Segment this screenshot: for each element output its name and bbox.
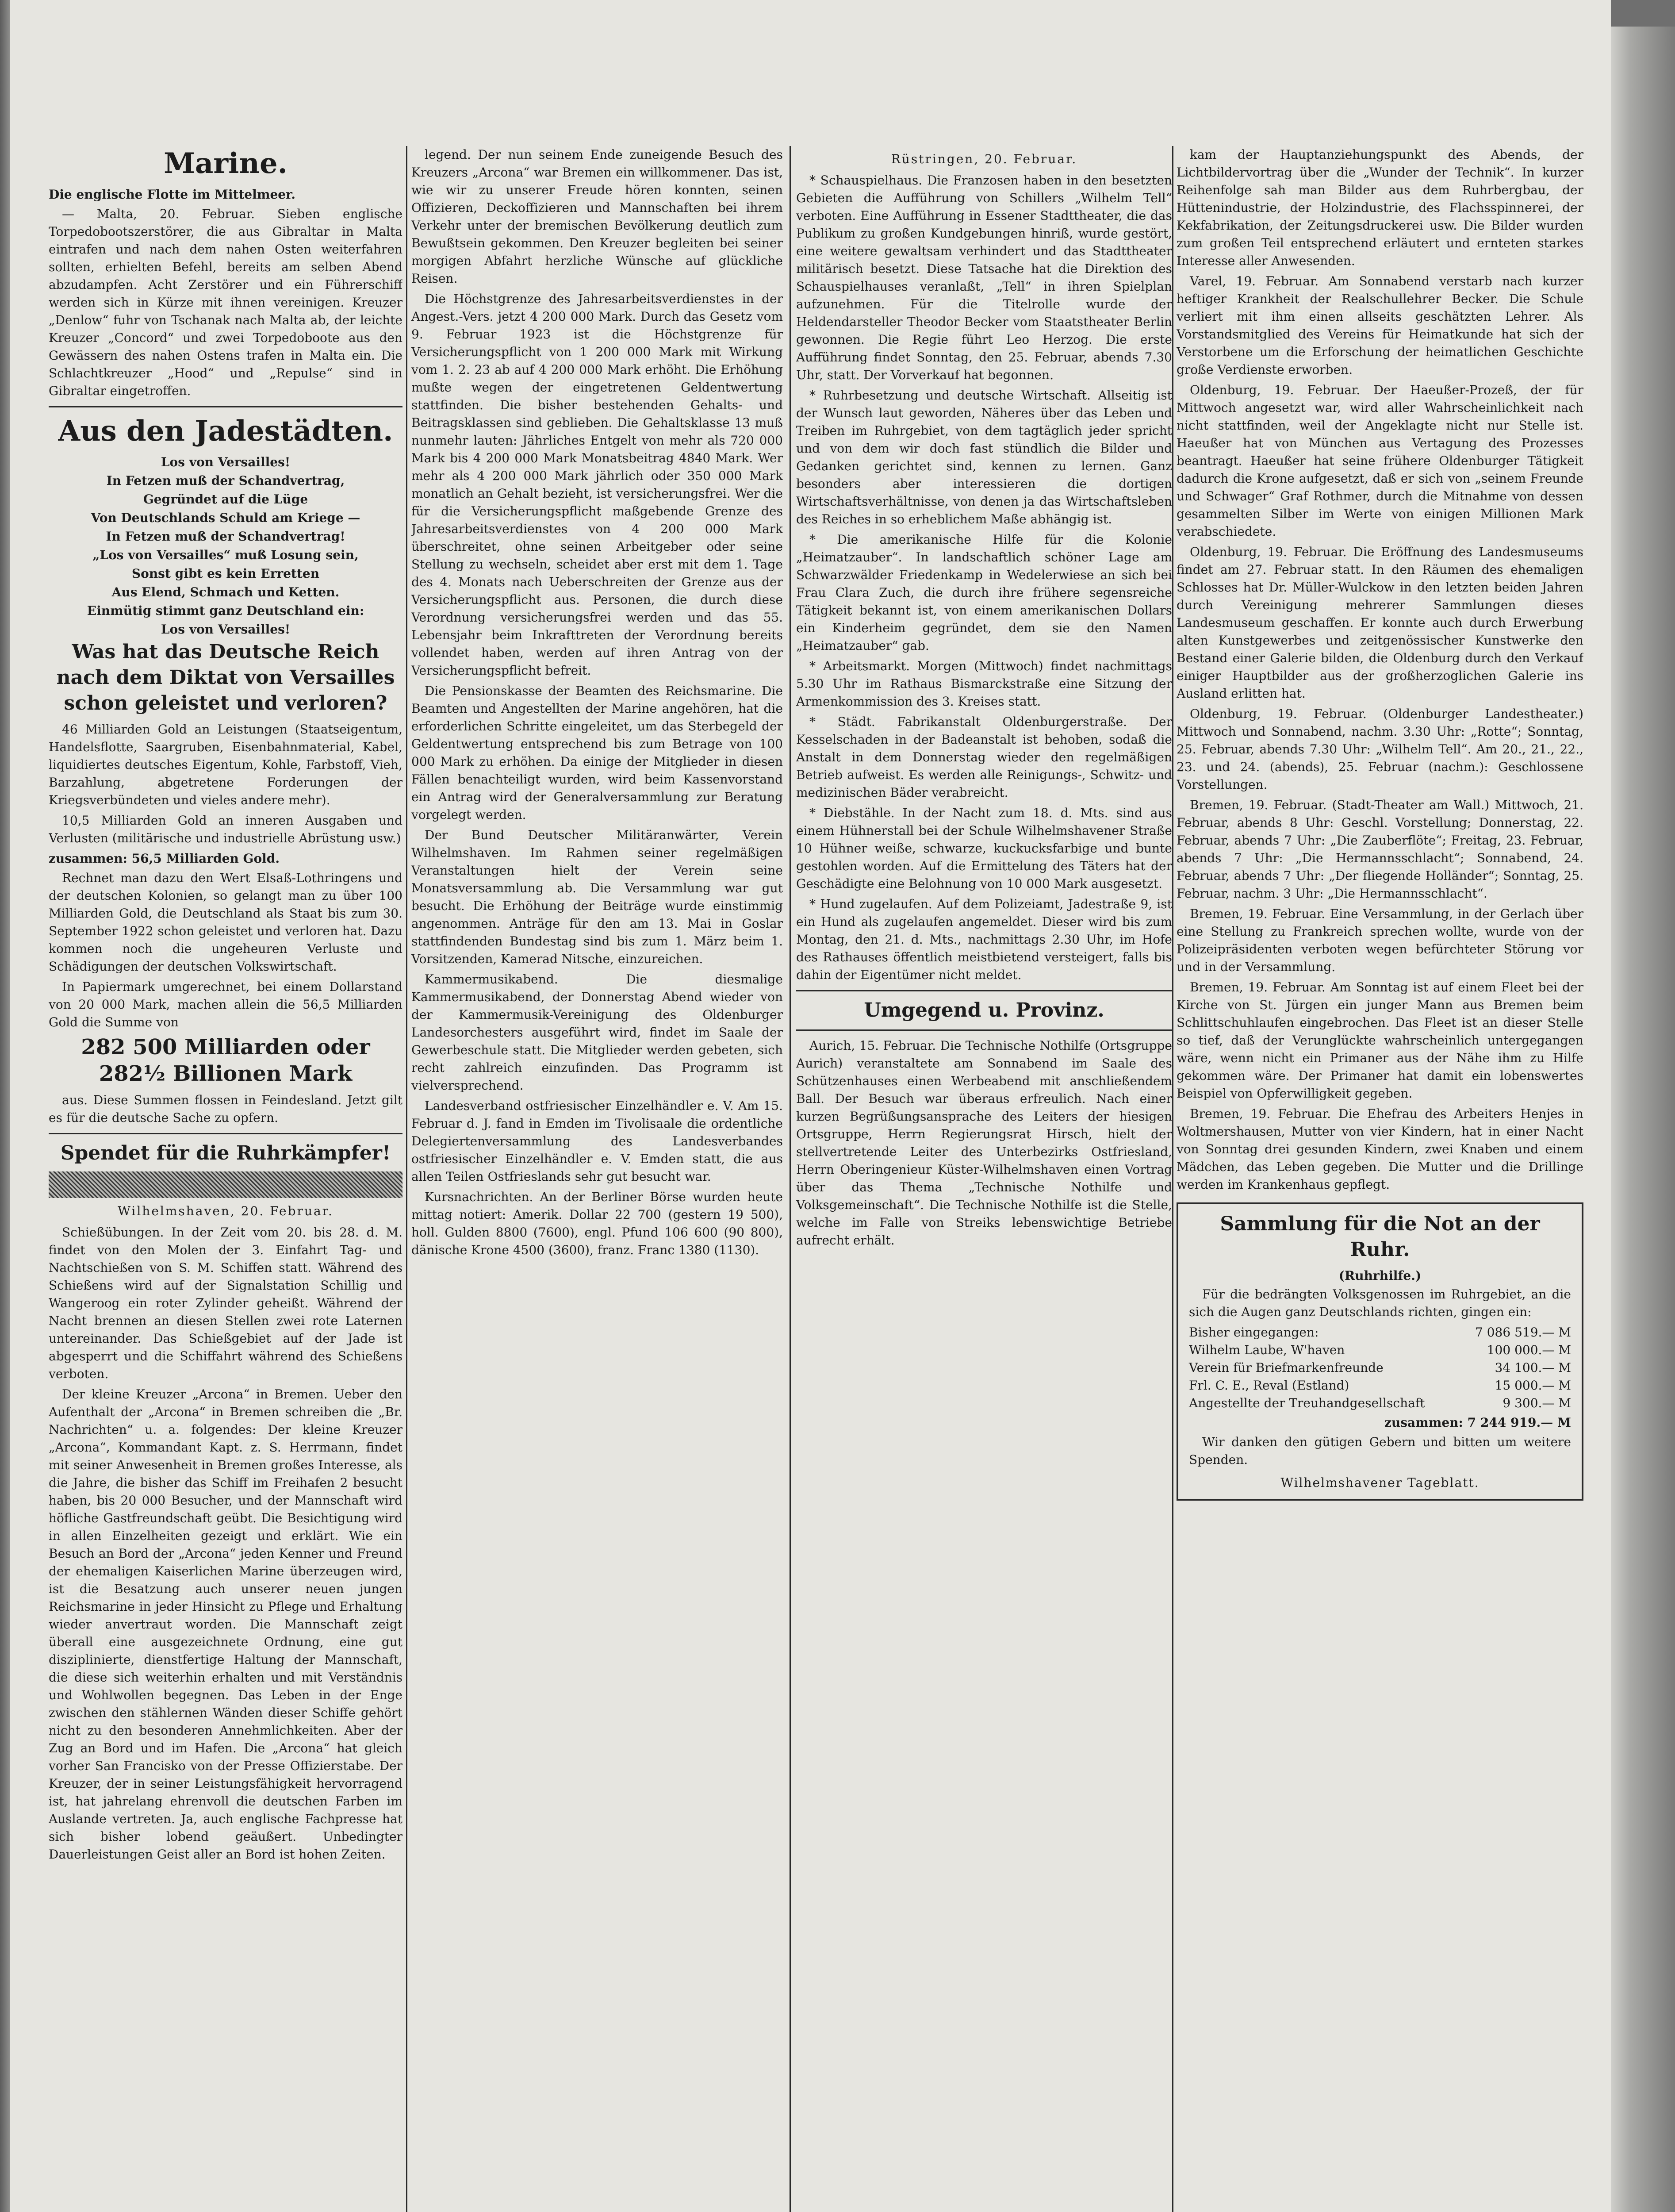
- section-band: [49, 1171, 402, 1198]
- donation-amount: 9 300.— M: [1503, 1396, 1571, 1410]
- local-article: * Ruhrbesetzung und deutsche Wirtschaft. Allseitig ist der Wunsch laut geworden, Näheres über das Leben und Treiben im Ruhrgebiet, von dem tagtäglich jeder spricht und von dem wir doch fast stündlich die Bilder und Gedanken gerichtet sind, kennen zu lernen. Ganz besonders aber interessieren die dortigen Wirtschaftsverhältnisse, von denen ja das Wirtschaftsleben des Reiches in so erheblichem Maße abhängig ist.: [796, 388, 1172, 526]
- divider: [796, 990, 1172, 991]
- theater-listing: Bremen, 19. Februar. (Stadt-Theater am Wall.) Mittwoch, 21. Februar, abends 8 Uhr: Geschl. Vorstellung; Donnerstag, 22. Februar, abends 7 Uhr: „Die Zauberflöte“; Freitag, 23. Februar, abends 7 Uhr: „Die Hermannsschlacht“; Sonnabend, 24. Februar, abends 7 Uhr: „Der fliegende Holländer“; Sonntag, 25. Februar, nachm. 3 Uhr: „Die Hermannsschlacht“.: [1177, 798, 1583, 901]
- regional-article: Oldenburg, 19. Februar. Der Haeußer-Prozeß, der für Mittwoch angesetzt war, wird aller Wahrscheinlichkeit nach nicht stattfinden, weil der Angeklagte nicht nur Stelle ist. Haeußer hat von München aus Vertagung des Prozesses beantragt. Haeußer hat seine frühere Oldenburger Tätigkeit dadurch die Krone aufgesetzt, daß er sich von „seinem Freunde und Schwager“ Graf Rothmer, durch die Mitnahme von dessen gesammelten Silber im Werte von einigen Millionen Mark verabschiedete.: [1177, 383, 1583, 539]
- donor-name: Bisher eingegangen:: [1189, 1325, 1319, 1340]
- regional-article: Aurich, 15. Februar. Die Technische Nothilfe (Ortsgruppe Aurich) veranstaltete am Sonnabend im Saale des Schützenhauses einen Werbeabend mit anschließendem Ball. Der Besuch war überaus erfreulich. Nach einer kurzen Begrüßungsansprache des Leiters der hiesigen Ortsgruppe, Herrn Regierungsrat Hirsch, hielt der stellvertretende Leiter des Unterbezirks Ostfriesland, Herrn Oberingenieur Küster-Wilhelmshaven einen Vortrag über das Thema „Technische Nothilfe und Volksgemeinschaft“. Die Technische Nothilfe ist die Stelle, welche im Falle von Streiks lebenswichtige Betriebe aufrecht erhält.: [796, 1038, 1172, 1248]
- donation-amount: 7 086 519.— M: [1475, 1325, 1571, 1340]
- column-1: [49, 146, 402, 2212]
- motto-line: In Fetzen muß der Schandvertrag!: [106, 529, 345, 544]
- collection-signature: Wilhelmshavener Tageblatt.: [1280, 1475, 1480, 1490]
- regional-article: Bremen, 19. Februar. Die Ehefrau des Arbeiters Henjes in Woltmershausen, Mutter von vier Kindern, hat in einer Nacht von Sonntag drei gesunden Kindern, zwei Knaben und einem Mädchen, das Leben gegeben. Die Mutter und die Drillinge werden im Krankenhaus gepflegt.: [1177, 1106, 1583, 1192]
- local-article: Schießübungen. In der Zeit vom 20. bis 28. d. M. findet von den Molen der 3. Einfahrt Tag- und Nachtschießen von S. M. Schiffen statt. Während des Schießens wird auf der Signalstation Schillig und Wangeroog ein roter Zylinder geheißt. Während der Nacht brennen an diesen Stellen zwei rote Laternen untereinander. Das Schießgebiet auf der Jade ist abgesperrt und die Schiffahrt während des Schießens verboten.: [49, 1225, 402, 1381]
- versailles-total: 282 500 Milliarden oder 282½ Billionen Mark: [81, 1035, 370, 1086]
- versailles-text: aus. Diese Summen flossen in Feindesland. Jetzt gilt es für die deutsche Sache zu opfern.: [49, 1093, 402, 1125]
- collection-row: [1189, 1394, 1571, 1412]
- divider: [796, 1029, 1172, 1031]
- motto-line: Los von Versailles!: [161, 622, 291, 637]
- local-article: * Schauspielhaus. Die Franzosen haben in den besetzten Gebieten die Aufführung von Schillers „Wilhelm Tell“ verboten. Eine Aufführung in Essener Stadttheater, die das Publikum zu großen Kundgebungen hinriß, wurde gestört, eine weitere gewaltsam verhindert und das Stadttheater militärisch besetzt. Diese Tatsache hat die Direktion des Schauspielhauses veranlaßt, „Tell“ in ihren Spielplan aufzunehmen. Für die Titelrolle wurde der Heldendarsteller Theodor Becker vom Staatstheater Berlin gewonnen. Die Regie führt Leo Herzog. Die erste Aufführung findet Sonntag, den 25. Februar, abends 7.30 Uhr, statt. Der Vorverkauf hat begonnen.: [796, 173, 1172, 382]
- jadestaedte-heading: Aus den Jadestädten.: [58, 415, 393, 448]
- local-article: * Städt. Fabrikanstalt Oldenburgerstraße. Der Kesselschaden in der Badeanstalt ist behoben, sodaß die Anstalt in dem Donnerstag wieder den regelmäßigen Betrieb aufweist. Es werden alle Reinigungs-, Schwitz- und medizinischen Bäder verabreicht.: [796, 714, 1172, 800]
- collection-thanks: Wir danken den gütigen Gebern und bitten um weitere Spenden.: [1189, 1435, 1571, 1467]
- regional-article: kam der Hauptanziehungspunkt des Abends, der Lichtbildervortrag über die „Wunder der Technik“. In kurzer Reihenfolge sah man Bilder aus dem Ruhrbergbau, der Hüttenindustrie, der Holzindustrie, des Flachsspinnerei, der Kekfabrikation, der Zeitungsdruckerei usw. Die Bilder wurden zum großen Teil entsprechend erläutert und ernteten starkes Interesse aller Anwesenden.: [1177, 147, 1583, 268]
- donation-amount: 15 000.— M: [1495, 1378, 1571, 1393]
- motto-line: Gegründet auf die Lüge: [143, 492, 308, 507]
- local-article: * Diebstähle. In der Nacht zum 18. d. Mts. sind aus einem Hühnerstall bei der Schule Wilhelmshavener Straße 10 Hühner weiße, schwarze, kuckucksfarbige und bunte gestohlen worden. Auf die Ermittelung des Täters hat der Geschädigte eine Belohnung von 10 000 Mark ausgesetzt.: [796, 806, 1172, 891]
- motto-line: Sonst gibt es kein Erretten: [131, 566, 320, 581]
- column-rule-2: [790, 146, 791, 2212]
- collection-box: [1177, 1202, 1583, 1501]
- regional-article: Bremen, 19. Februar. Am Sonntag ist auf einem Fleet bei der Kirche von St. Jürgen ein junger Mann aus Bremen beim Schlittschuhlaufen eingebrochen. Das Fleet ist an dieser Stelle so tief, daß der Verunglückte wahrscheinlich untergegangen wäre, wenn nicht ein Primaner aus der Nähe ihm zu Hilfe gekommen wäre. Der Primaner hat damit ein lobenswertes Beispiel von Opferwilligkeit gegeben.: [1177, 980, 1583, 1101]
- collection-row: [1189, 1359, 1571, 1377]
- motto-line: Von Deutschlands Schuld am Kriege —: [91, 511, 360, 525]
- versailles-text: In Papiermark umgerechnet, bei einem Dollarstand von 20 000 Mark, machen allein die 56,5 Milliarden Gold die Summe von: [49, 979, 402, 1029]
- motto-line: Einmütig stimmt ganz Deutschland ein:: [87, 603, 364, 618]
- spendet-heading: Spendet für die Ruhrkämpfer!: [60, 1142, 391, 1164]
- versailles-text: Rechnet man dazu den Wert Elsaß-Lothringens und der deutschen Kolonien, so gelangt man zu über 100 Milliarden Gold, die Deutschland als Staat bis zum 30. September 1922 schon geleistet und verloren hat. Dazu kommen noch die ungeheuren Verluste und Schädigungen der deutschen Volkswirtschaft.: [49, 871, 402, 974]
- local-article: Landesverband ostfriesischer Einzelhändler e. V. Am 15. Februar d. J. fand in Emden im Tivolisaale die ordentliche Delegiertenversammlung des Landesverbandes ostfriesischer Einzelhändler e. V. Emden statt, die aus allen Teilen Ostfrieslands sehr gut besucht war.: [411, 1098, 783, 1184]
- motto-line: In Fetzen muß der Schandvertrag,: [106, 473, 345, 488]
- motto-verse: [49, 453, 402, 638]
- collection-total: zusammen: 7 244 919.— M: [1384, 1415, 1571, 1430]
- motto-line: Aus Elend, Schmach und Ketten.: [111, 585, 340, 599]
- collection-subheading: (Ruhrhilfe.): [1338, 1268, 1422, 1283]
- marine-heading: Marine.: [164, 147, 287, 180]
- local-article: * Hund zugelaufen. Auf dem Polizeiamt, Jadestraße 9, ist ein Hund als zugelaufen angemeldet. Dieser wird bis zum Montag, den 21. d. Mts., nachmittags 2.30 Uhr, im Hofe des Rathauses öffentlich meistbietend versteigert, falls bis dahin der Eigentümer nicht meldet.: [796, 897, 1172, 982]
- local-article: * Die amerikanische Hilfe für die Kolonie „Heimatzauber“. In landschaftlich schöner Lage am Schwarzwälder Friedenkamp in Wedelerwiese an sich bei Frau Clara Zuch, die durch ihre frühere segensreiche Tätigkeit bekannt ist, von einem amerikanischen Dollars ein Kinderheim gegründet, dem sie den Namen „Heimatzauber“ gab.: [796, 532, 1172, 653]
- dateline: Rüstringen, 20. Februar.: [891, 152, 1077, 166]
- collection-intro: Für die bedrängten Volksgenossen im Ruhrgebiet, an die sich die Augen ganz Deutschlands richten, gingen ein:: [1189, 1287, 1571, 1319]
- column-rule-1: [406, 146, 407, 2212]
- marine-article: — Malta, 20. Februar. Sieben englische Torpedobootszerstörer, die aus Gibraltar in Malta eintrafen und nach dem nahen Osten weiterfahren sollten, erhielten Befehl, bereits am selben Abend abzudampfen. Acht Zerstörer und ein Führerschiff werden sich in Kürze mit ihnen vereinigen. Kreuzer „Denlow“ fuhr von Tschanak nach Malta ab, der leichte Kreuzer „Concord“ und zwei Torpedoboote aus den Gewässern des nahen Ostens trafen in Malta ein. Die Schlachtkreuzer „Hood“ und „Repulse“ sind in Gibraltar eingetroffen.: [49, 207, 402, 398]
- motto-line: Los von Versailles!: [161, 455, 291, 469]
- column-4: [1177, 146, 1583, 2212]
- book-gutter: [0, 0, 10, 2212]
- local-article: Der kleine Kreuzer „Arcona“ in Bremen. Ueber den Aufenthalt der „Arcona“ in Bremen schreiben die „Br. Nachrichten“ u. a. folgendes: Der kleine Kreuzer „Arcona“, Kommandant Kapt. z. S. Herrmann, findet mit seiner Anwesenheit in Bremen großes Interesse, als die Jahre, die bisher das Schiff im Freihafen 2 besucht haben, bis 20 000 Besucher, und der Mannschaft wird höfliche Gastfreundschaft geübt. Die Besichtigung wird in allen Einzelheiten gezeigt und erklärt. Wie ein Besuch an Bord der „Arcona“ jeden Kenner und Freund der ehemaligen Kaiserlichen Marine überzeugen wird, ist die Besatzung auch unserer neuen jungen Reichsmarine in jeder Hinsicht zu Pflege und Erhaltung wieder anvertraut worden. Die Mannschaft zeigt überall eine ausgezeichnete Ordnung, eine gut disziplinierte, dienstfertige Haltung der Mannschaft, die diese sich weiterhin erhalten und mit Verständnis und Wohlwollen begegnen. Das Leben in der Enge zwischen den stählernen Wänden dieser Schiffe gehört nicht zu den besonderen Annehmlichkeiten. Aber der Zug an Bord und im Hafen. Die „Arcona“ hat gleich vorher San Francisko von der Presse Offizierstabe. Der Kreuzer, der in seiner Leistungsfähigkeit hervorragend ist, hat jahrelang ehrenvoll die deutschen Farben im Auslande vertreten. Ja, auch englische Fachpresse hat sich bisher lobend geäußert. Unbedingter Dauerleistungen Geist aller an Bord ist hohen Zeiten.: [49, 1387, 402, 1862]
- divider: [49, 1133, 402, 1134]
- versailles-heading: Was hat das Deutsche Reich nach dem Diktat von Versailles schon geleistet und verloren?: [56, 641, 395, 714]
- umgegend-heading: Umgegend u. Provinz.: [864, 999, 1104, 1022]
- page-stack-edge: [1611, 27, 1675, 2212]
- versailles-item: 46 Milliarden Gold an Leistungen (Staatseigentum, Handelsflotte, Saargruben, Eisenbahnmaterial, Kabel, liquidiertes deutsches Eigentum, Kohle, Farbstoff, Vieh, Barzahlung, abgetretene Forderungen der Kriegsverbündeten und vieles andere mehr).: [49, 722, 402, 807]
- collection-row: [1189, 1324, 1571, 1341]
- divider: [49, 406, 402, 407]
- versailles-item: 10,5 Milliarden Gold an inneren Ausgaben und Verlusten (militärische und industrielle Abrüstung usw.): [49, 813, 402, 845]
- versailles-sum: zusammen: 56,5 Milliarden Gold.: [49, 851, 280, 866]
- regional-article: Oldenburg, 19. Februar. Die Eröffnung des Landesmuseums findet am 27. Februar statt. In den Räumen des ehemaligen Schlosses hat Dr. Müller-Wulckow in den letzten beiden Jahren durch Vereinigung mehrerer Sammlungen dieses Landesmuseum geschaffen. Er konnte auch durch Erwerbung alten Kunstgewerbes und zeitgenössischer Kunstwerke den Bestand einer Galerie bilden, die Oldenburg durch den Verkauf einiger Hauptbilder aus der großherzoglichen Galerie ins Ausland erlitten hat.: [1177, 545, 1583, 701]
- donor-name: Wilhelm Laube, W'haven: [1189, 1343, 1345, 1357]
- local-article: Die Höchstgrenze des Jahresarbeitsverdienstes in der Angest.-Vers. jetzt 4 200 000 Mark. Durch das Gesetz vom 9. Februar 1923 ist die Höchstgrenze für Versicherungspflicht von 1 200 000 Mark mit Wirkung vom 1. 2. 23 ab auf 4 200 000 Mark erhöht. Die Erhöhung mußte wegen der eingetretenen Geldentwertung stattfinden. Die bisher bestehenden Gehalts- und Beitragsklassen sind geblieben. Die Gehaltsklasse 13 muß nunmehr lauten: Jährliches Entgelt von mehr als 720 000 Mark bis 4 200 000 Mark Monatsbeitrag 4840 Mark. Wer mehr als 4 200 000 Mark jährlich oder 350 000 Mark monatlich an Gehalt bezieht, ist versicherungsfrei. Wer die für die Versicherungspflicht maßgebende Grenze des Jahresarbeitsverdienstes von 4 200 000 Mark überschreitet, ohne seinen Arbeitgeber oder seine Stellung zu wechseln, scheidet aber erst mit dem 1. Tage des 4. Monats nach Ueberschreiten der Grenze aus der Versicherungspflicht aus. Personen, die durch diese Verordnung versicherungsfrei werden und das 55. Lebensjahr beim Inkrafttreten der Verordnung bereits vollendet haben, werden auf ihren Antrag von der Versicherungspflicht befreit.: [411, 292, 783, 678]
- local-article: legend. Der nun seinem Ende zuneigende Besuch des Kreuzers „Arcona“ war Bremen ein willkommener. Das ist, wie wir zu unserer Freude hören konnten, seinen Offizieren, Deckoffizieren und Mannschaften bei ihrem Verkehr unter der bremischen Bevölkerung deutlich zum Bewußtsein gekommen. Den Kreuzer begleiten bei seiner morgigen Abfahrt herzliche Wünsche auf glückliche Reisen.: [411, 147, 783, 286]
- marine-subheading: Die englische Flotte im Mittelmeer.: [49, 187, 296, 202]
- donation-amount: 34 100.— M: [1495, 1360, 1571, 1375]
- donor-name: Frl. C. E., Reval (Estland): [1189, 1378, 1349, 1393]
- local-article: Die Pensionskasse der Beamten des Reichsmarine. Die Beamten und Angestellten der Marine angehören, hat die erforderlichen Schritte eingeleitet, um das Sterbegeld der Geldentwertung entsprechend bis zum Betrage von 100 000 Mark zu erhöhen. Da einige der Mitglieder in diesen Fällen benachteiligt wurden, wird beim Kassenvorstand ein Antrag wird der Generalversammlung zur Beratung vorgelegt werden.: [411, 684, 783, 822]
- collection-heading: Sammlung für die Not an der Ruhr.: [1220, 1213, 1540, 1261]
- theater-listing: Oldenburg, 19. Februar. (Oldenburger Landestheater.) Mittwoch und Sonnabend, nachm. 3.30 Uhr: „Rotte“; Sonntag, 25. Februar, abends 7.30 Uhr: „Wilhelm Tell“. Am 20., 21., 22., 23. und 24. (abends), 25. Februar (nachm.): Geschlossene Vorstellungen.: [1177, 707, 1583, 792]
- dateline: Wilhelmshaven, 20. Februar.: [118, 1204, 333, 1218]
- column-rule-3: [1172, 146, 1173, 2212]
- donation-amount: 100 000.— M: [1487, 1343, 1571, 1357]
- column-3: [796, 146, 1172, 2212]
- local-article: * Arbeitsmarkt. Morgen (Mittwoch) findet nachmittags 5.30 Uhr im Rathaus Bismarckstraße eine Sitzung der Armenkommission des 3. Kreises statt.: [796, 659, 1172, 709]
- stock-report: Kursnachrichten. An der Berliner Börse wurden heute mittag notiert: Amerik. Dollar 22 700 (gestern 19 500), holl. Gulden 8800 (7600), engl. Pfund 106 600 (90 800), dänische Krone 4500 (3600), franz. Franc 1380 (1130).: [411, 1190, 783, 1257]
- column-2: [411, 146, 783, 2212]
- collection-row: [1189, 1377, 1571, 1394]
- regional-article: Varel, 19. Februar. Am Sonnabend verstarb nach kurzer heftiger Krankheit der Realschullehrer Becker. Die Schule verliert mit ihm einen allseits geschätzten Lehrer. Als Vorstandsmitglied des Vereins für Heimatkunde hat sich der Verstorbene um die Erforschung der heimatlichen Geschichte große Verdienste erworben.: [1177, 274, 1583, 377]
- motto-line: „Los von Versailles“ muß Losung sein,: [92, 548, 359, 562]
- regional-article: Bremen, 19. Februar. Eine Versammlung, in der Gerlach über eine Stellung zu Frankreich sprechen wollte, wurde von der Polizeipräsidenten verboten wegen befürchteter Störung vor und in der Versammlung.: [1177, 906, 1583, 974]
- local-article: Kammermusikabend. Die diesmalige Kammermusikabend, der Donnerstag Abend wieder von der Kammermusik-Vereinigung des Oldenburger Landesorchesters ausgeführt wird, findet im Saale der Gewerbeschule statt. Die Mitglieder werden gebeten, sich recht zahlreich einzufinden. Das Programm ist vielversprechend.: [411, 972, 783, 1093]
- donor-name: Angestellte der Treuhandgesellschaft: [1189, 1396, 1425, 1410]
- collection-row: [1189, 1341, 1571, 1359]
- local-article: Der Bund Deutscher Militäranwärter, Verein Wilhelmshaven. Im Rahmen seiner regelmäßigen Veranstaltungen hielt der Verein seine Monatsversammlung ab. Die Versammlung war gut besucht. Die Erhöhung der Beiträge wurde einstimmig angenommen. Anträge für den am 13. Mai in Goslar stattfindenden Bundestag sind bis zum 1. März beim 1. Vorsitzenden, Kamerad Nitsche, einzureichen.: [411, 828, 783, 966]
- donor-name: Verein für Briefmarkenfreunde: [1189, 1360, 1384, 1375]
